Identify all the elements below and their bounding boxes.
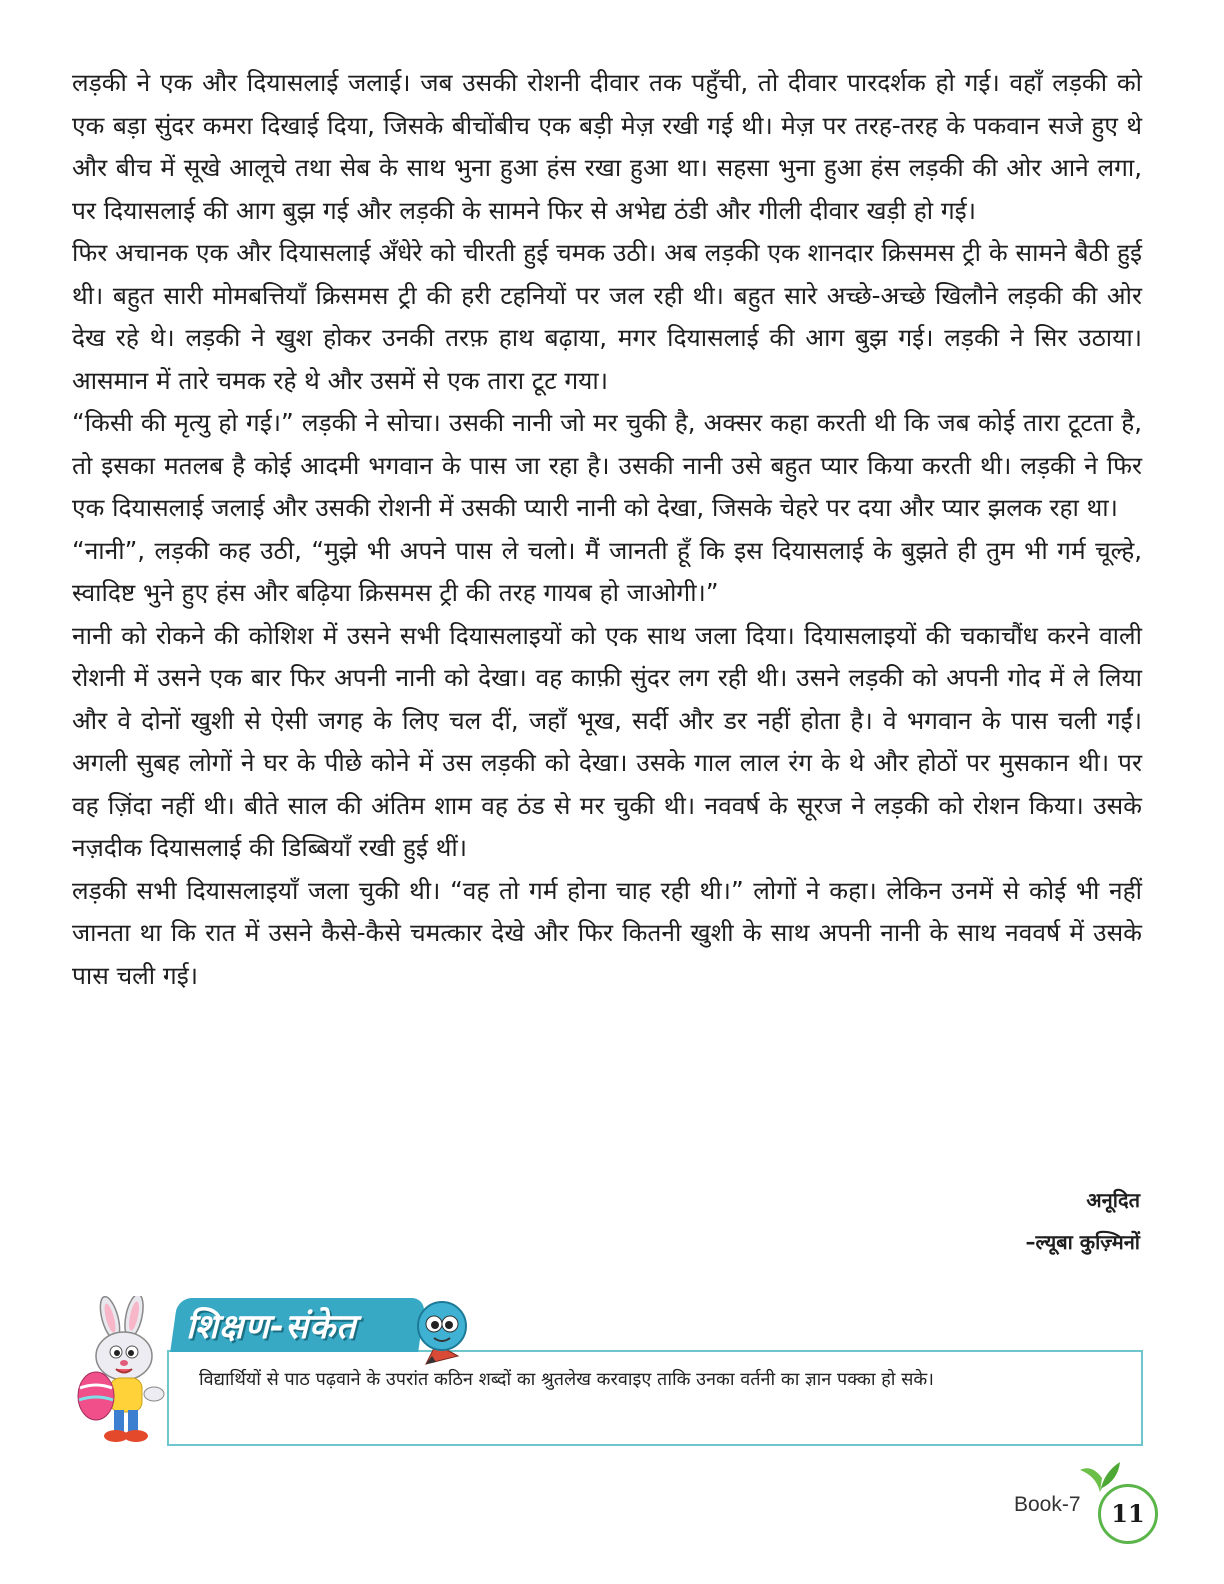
story-text: [72, 62, 1142, 997]
story-paragraph: “किसी की मृत्यु हो गई।” लड़की ने सोचा। उसकी नानी जो मर चुकी है, अक्सर कहा करती थी कि जब कोई तारा टूटता है, तो इसका मतलब है कोई आदमी भगवान के पास जा रहा है। उसकी नानी उसे बहुत प्यार किया करती थी। लड़की ने फिर एक दियासलाई जलाई और उसकी रोशनी में उसकी प्यारी नानी को देखा, जिसके चेहरे पर दया और प्यार झलक रहा था।: [72, 408, 1142, 522]
story-paragraph: “नानी”, लड़की कह उठी, “मुझे भी अपने पास ले चलो। मैं जानती हूँ कि इस दियासलाई के बुझते ही तुम भी गर्म चूल्हे, स्वादिष्ट भुने हुए हंस और बढ़िया क्रिसमस ट्री की तरह गायब हो जाओगी।”: [72, 535, 1142, 607]
story-paragraph: नानी को रोकने की कोशिश में उसने सभी दियासलाइयों को एक साथ जला दिया। दियासलाइयों की चकाचौंध करने वाली रोशनी में उसने एक बार फिर अपनी नानी को देखा। वह काफ़ी सुंदर लग रही थी। उसने लड़की को अपनी गोद में ले लिया और वे दोनों खुशी से ऐसी जगह के लिए चल दीं, जहाँ भूख, सर्दी और डर नहीं होता है। वे भगवान के पास चली गईं। अगली सुबह लोगों ने घर के पीछे कोने में उस लड़की को देखा। उसके गाल लाल रंग के थे और होठों पर मुसकान थी। पर वह ज़िंदा नहीं थी। बीते साल की अंतिम शाम वह ठंड से मर चुकी थी। नववर्ष के सूरज ने लड़की को रोशन किया। उसके नज़दीक दियासलाई की डिब्बियाँ रखी हुई थीं।: [72, 620, 1142, 862]
story-paragraph: लड़की सभी दियासलाइयाँ जला चुकी थी। “वह तो गर्म होना चाह रही थी।” लोगों ने कहा। लेकिन उनमें से कोई भी नहीं जानता था कि रात में उसने कैसे-कैसे चमत्कार देखे और फिर कितनी खुशी के साथ अपनी नानी के साथ नववर्ष में उसके पास चली गई।: [72, 875, 1142, 990]
story-paragraph: लड़की ने एक और दियासलाई जलाई। जब उसकी रोशनी दीवार तक पहुँची, तो दीवार पारदर्शक हो गई। वहाँ लड़की को एक बड़ा सुंदर कमरा दिखाई दिया, जिसके बीचोंबीच एक बड़ी मेज़ रखी गई थी। मेज़ पर तरह-तरह के पकवान सजे हुए थे और बीच में सूखे आलूचे तथा सेब के साथ भुना हुआ हंस रखा हुआ था। सहसा भुना हुआ हंस लड़की की ओर आने लगा, पर दियासलाई की आग बुझ गई और लड़की के सामने फिर से अभेद्य ठंडी और गीली दीवार खड़ी हो गई।: [72, 68, 1142, 225]
teaching-note-text: विद्यार्थियों से पाठ पढ़वाने के उपरांत कठिन शब्दों का श्रुतलेख करवाइए ताकि उनका वर्तनी का ज्ञान पक्का हो सके।: [199, 1369, 935, 1390]
author-name: –ल्यूबा कुज़्मिनों: [1025, 1230, 1140, 1254]
teaching-note-heading: शिक्षण-संकेत: [186, 1307, 357, 1347]
teaching-note-box: [167, 1350, 1143, 1446]
page-number-badge: [1098, 1484, 1158, 1544]
page-number: 11: [1111, 1499, 1145, 1528]
rabbit-illustration-icon: [70, 1296, 180, 1446]
pencil-mascot-icon: [406, 1296, 480, 1366]
story-paragraph: फिर अचानक एक और दियासलाई अँधेरे को चीरती हुई चमक उठी। अब लड़की एक शानदार क्रिसमस ट्री के सामने बैठी हुई थी। बहुत सारी मोमबत्तियाँ क्रिसमस ट्री की हरी टहनियों पर जल रही थी। बहुत सारे अच्छे-अच्छे खिलौने लड़की की ओर देख रहे थे। लड़की ने खुश होकर उनकी तरफ़ हाथ बढ़ाया, मगर दियासलाई की आग बुझ गई। लड़की ने सिर उठाया। आसमान में तारे चमक रहे थे और उसमें से एक तारा टूट गया।: [72, 238, 1142, 395]
book-label: Book-7: [1014, 1493, 1081, 1516]
translated-label: अनूदित: [1086, 1188, 1140, 1212]
